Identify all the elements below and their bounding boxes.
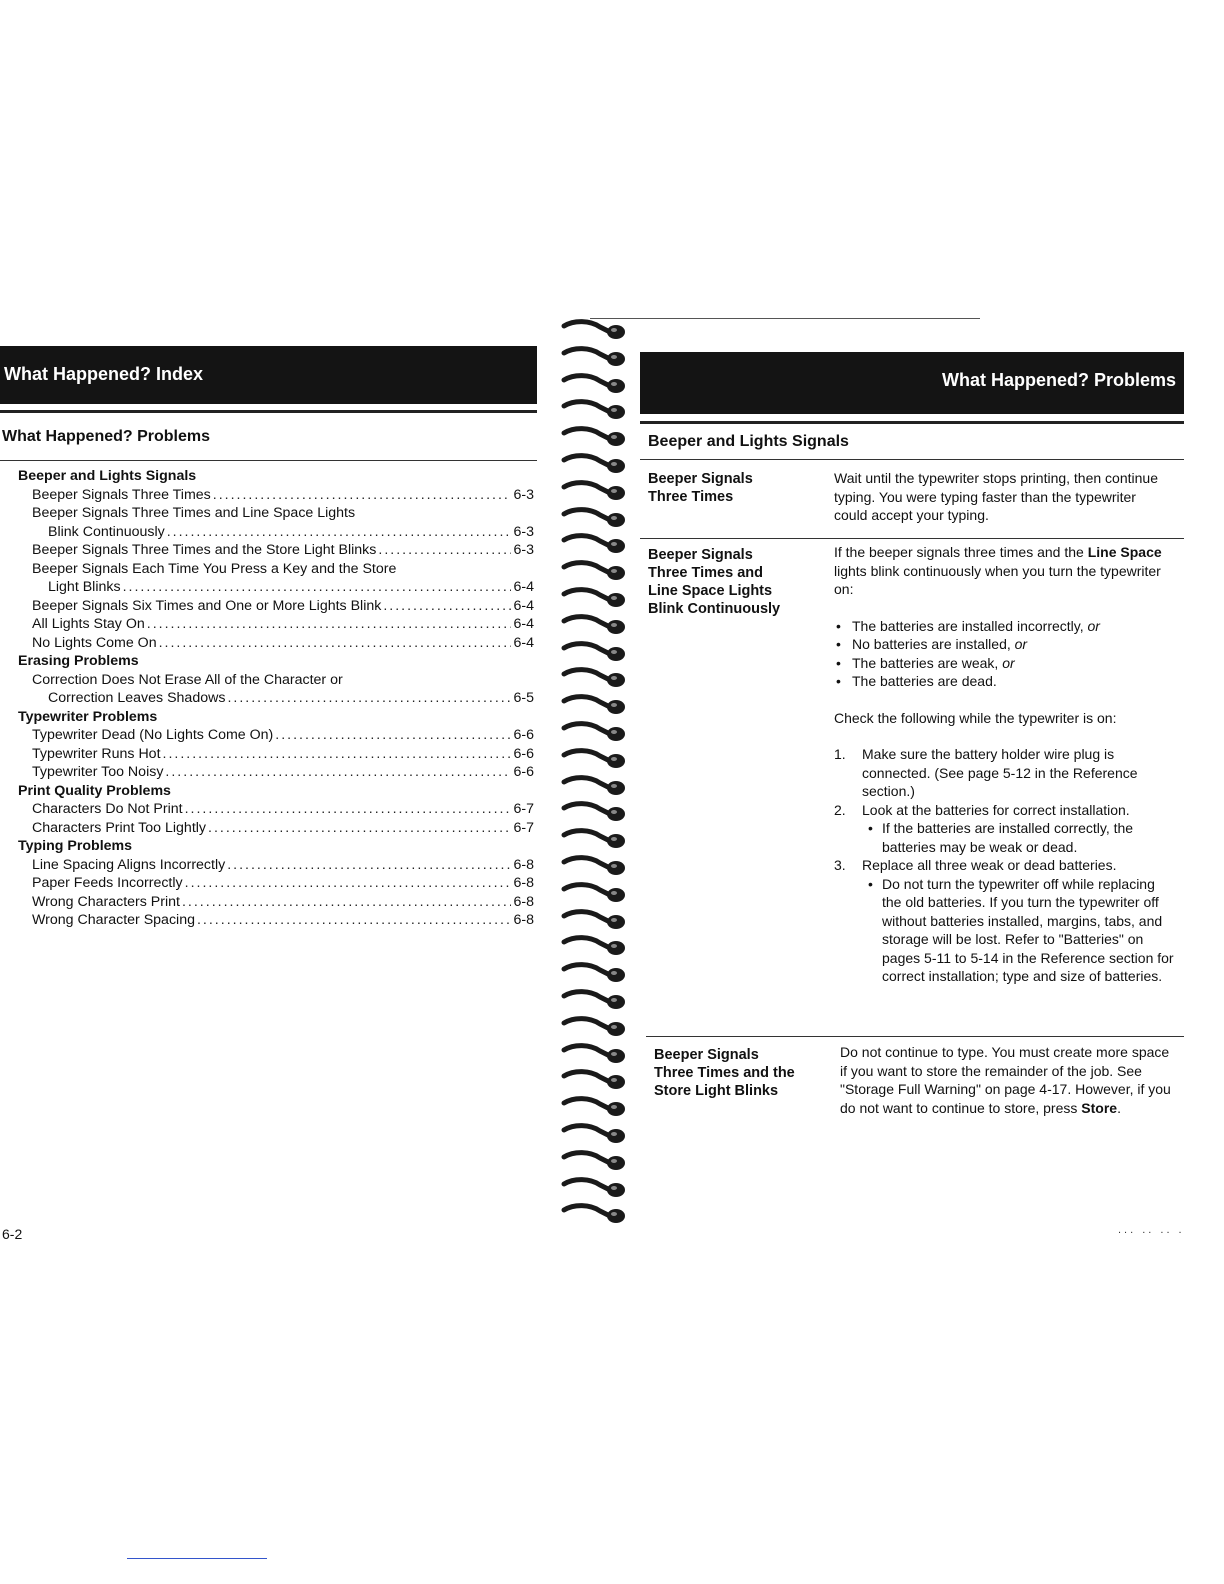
dot-leader [123,578,512,597]
index-entry-label: All Lights Stay On [32,616,145,632]
index-page-ref: 6-8 [513,875,534,891]
spiral-ring [560,613,628,635]
left-page-number: 6-2 [2,1226,23,1242]
spiral-ring [560,693,628,715]
index-page-ref: 6-4 [513,597,534,614]
spiral-ring [560,559,628,581]
index-group-heading: Typing Problems [18,838,133,854]
dot-leader [182,893,512,912]
index-page-ref: 6-8 [513,912,534,928]
battery-condition-text: No batteries are installed, [852,636,1015,652]
spiral-ring [560,425,628,447]
index-group-heading: Print Quality Problems [18,782,171,799]
index-entry-label: Beeper Signals Three Times and the Store Light Blinks [32,542,377,558]
index-entry [18,541,534,560]
index-entry-label: Wrong Characters Print [32,893,180,910]
check-step [834,745,1174,801]
spiral-ring [560,1122,628,1144]
dot-leader [165,763,511,782]
spiral-ring [560,800,628,822]
spiral-ring [560,854,628,876]
entry-heading-line: Three Times and the [654,1065,795,1081]
index-entry-label: Beeper Signals Three Times [32,486,211,503]
index-list [18,467,534,930]
spiral-ring [560,827,628,849]
check-step-number: 2. [834,801,846,818]
index-entry-label: Light Blinks [48,579,121,595]
index-page-ref: 6-7 [513,801,534,817]
bottom-rule [127,1558,267,1559]
entry-body-line-space [834,543,1174,986]
index-page-ref: 6-6 [513,745,534,762]
battery-condition-item [834,654,1174,673]
entry-heading-line: Three Times [648,489,734,505]
dot-leader [147,615,512,634]
check-step [834,856,1174,986]
index-page-ref: 6-3 [513,486,534,503]
entry2-intro-b: lights blink continuously when you turn the typewriter on: [834,562,1161,597]
battery-condition-item [834,672,1174,691]
index-entry-label: Wrong Character Spacing [32,912,195,928]
index-page-ref: 6-3 [513,523,534,540]
spiral-ring [560,908,628,930]
index-entry [18,504,534,523]
battery-condition-item [834,635,1174,654]
entry-heading-line: Store Light Blinks [654,1083,779,1099]
dot-leader [227,689,511,708]
index-entry-label: Line Spacing Aligns Incorrectly [32,856,226,873]
index-page-ref: 6-6 [513,727,534,743]
check-step-number: 1. [834,746,846,762]
right-header-rule [640,421,1184,424]
index-page-ref: 6-4 [513,616,534,632]
spiral-ring [560,961,628,983]
right-header-title: What Happened? Problems [941,370,1176,390]
index-entry [18,560,534,579]
spiral-ring [560,1068,628,1090]
entry-divider [640,538,1184,539]
battery-condition-text: The batteries are dead. [852,673,997,689]
battery-condition-or: or [1087,617,1100,634]
right-section-rule [640,459,1184,460]
entry-heading-line: Beeper Signals [648,547,753,563]
dot-leader [167,523,512,542]
left-section-rule [0,460,537,461]
index-group-heading: Typewriter Problems [18,708,158,725]
entry2-check: Check the following while the typewriter is on: [834,709,1117,726]
index-page-ref: 6-6 [513,764,534,780]
spiral-ring [560,1176,628,1198]
index-entry [18,893,534,912]
index-entry [18,578,534,597]
left-header-rule [0,410,537,413]
entry-body-store-light [840,1043,1176,1117]
right-footer-marks: ... .. .. . [1118,1224,1185,1236]
spiral-ring [560,881,628,903]
index-entry [18,523,534,542]
index-entry-label: Typewriter Dead (No Lights Come On) [32,727,274,743]
spiral-ring [560,1149,628,1171]
index-entry [18,486,534,505]
index-entry [18,911,534,930]
index-page-ref: 6-8 [513,893,534,910]
check-step-notes [862,819,1174,856]
index-page-ref: 6-5 [513,690,534,706]
spiral-ring [560,532,628,554]
right-section-title: Beeper and Lights Signals [648,433,849,450]
index-page-ref: 6-4 [513,579,534,595]
dot-leader [185,874,512,893]
dot-leader [227,856,511,875]
spiral-ring [560,640,628,662]
right-header-bar [640,352,1184,414]
spiral-ring [560,1042,628,1064]
index-entry-label: Correction Does Not Erase All of the Character or [32,671,343,688]
check-step-note: • Do not turn the typewriter off while replacing the old batteries. If you turn the typewriter off without batteries installed, margins, tabs, and storage will be lost. Refer to "Batteries" on pages 5-11 to 5-14 in the Reference section for correct installation; type and size of batteries. [862,875,1174,986]
spiral-ring [560,720,628,742]
dot-leader [163,745,512,764]
spiral-binding [556,318,636,1238]
check-step-note: • If the batteries are installed correctly, the batteries may be weak or dead. [862,819,1174,856]
spiral-ring [560,1202,628,1224]
index-entry [18,671,534,690]
left-section-title: What Happened? Problems [2,428,211,445]
dot-leader [159,634,512,653]
index-entry-label: Paper Feeds Incorrectly [32,875,183,891]
entry3-body-a: Do not continue to type. You must create more space if you want to store the remainder of the job. See "Storage Full Warning" on page 4-17. However, if you do not want to continue to store, press [840,1044,1171,1116]
right-top-rule [590,318,980,319]
battery-condition-or: or [1014,636,1028,652]
index-entry-label: Characters Do Not Print [32,801,183,817]
battery-condition-text: The batteries are installed incorrectly, [852,617,1088,634]
spiral-ring [560,398,628,420]
index-entry-label: No Lights Come On [32,634,157,651]
spiral-ring [560,372,628,394]
battery-condition-or: or [1002,654,1015,671]
dot-leader [208,819,511,838]
battery-condition-text: The batteries are weak, [852,654,1003,671]
entry-heading-three-times [648,470,753,506]
index-page-ref: 6-7 [513,819,534,836]
index-entry [18,615,534,634]
left-header-title: What Happened? Index [4,364,204,384]
left-header-bar [0,346,537,404]
entry2-intro-a: If the beeper signals three times and the [834,544,1084,560]
spiral-ring [560,586,628,608]
entry2-intro [834,543,1174,599]
index-entry [18,856,534,875]
battery-condition-list [834,617,1174,691]
spiral-ring [560,934,628,956]
entry2-intro-bold: Line Space [1087,544,1162,560]
index-entry [18,763,534,782]
dot-leader [275,726,511,745]
dot-leader [213,486,512,505]
index-entry-label: Correction Leaves Shadows [48,690,226,706]
dot-leader [383,597,511,616]
entry-heading-line: Beeper Signals [648,471,753,487]
spiral-ring [560,479,628,501]
index-entry-label: Blink Continuously [48,523,165,540]
spiral-ring [560,452,628,474]
index-entry [18,745,534,764]
spiral-ring [560,1095,628,1117]
entry-heading-line: Three Times and [648,565,763,581]
check-step-notes [862,875,1174,986]
entry-heading-line-space [648,546,780,618]
spiral-ring [560,506,628,528]
index-group-heading: Erasing Problems [18,653,139,669]
entry-divider [646,1036,1184,1037]
spiral-ring [560,666,628,688]
index-page-ref: 6-3 [513,542,534,558]
index-entry-label: Beeper Signals Three Times and Line Space Lights [32,505,356,521]
index-entry [18,597,534,616]
entry-heading-line: Blink Continuously [648,601,781,617]
dot-leader [378,541,511,560]
spiral-ring [560,747,628,769]
battery-condition-item [834,617,1174,636]
dot-leader [197,911,512,930]
check-steps-list [834,745,1174,986]
entry-heading-line: Beeper Signals [654,1047,759,1063]
index-entry-label: Beeper Signals Each Time You Press a Key and the Store [32,560,397,577]
check-step-text: Look at the batteries for correct installation. [862,801,1130,818]
dot-leader [185,800,512,819]
index-entry [18,689,534,708]
index-group-heading: Beeper and Lights Signals [18,468,197,484]
check-step-text: Make sure the battery holder wire plug is connected. (See page 5-12 in the Reference section.) [862,746,1138,799]
index-page-ref: 6-4 [513,634,534,651]
index-page-ref: 6-8 [513,856,534,873]
index-entry [18,634,534,653]
spiral-ring [560,345,628,367]
entry-body-three-times: Wait until the typewriter stops printing, then continue typing. You were typing faster than the typewriter could accept your typing. [834,470,1158,523]
check-step [834,801,1174,857]
index-entry-label: Beeper Signals Six Times and One or More Lights Blink [32,597,382,614]
index-entry-label: Typewriter Runs Hot [32,745,161,762]
index-entry [18,800,534,819]
spiral-ring [560,318,628,340]
entry3-body-b: . [1117,1099,1121,1116]
index-entry [18,819,534,838]
check-step-text: Replace all three weak or dead batteries. [862,857,1117,873]
index-entry-label: Characters Print Too Lightly [32,819,207,836]
index-entry [18,874,534,893]
store-key-label: Store [1081,1099,1118,1116]
entry-heading-store-light [654,1046,795,1100]
spiral-ring [560,988,628,1010]
spiral-ring [560,1015,628,1037]
index-entry-label: Typewriter Too Noisy [32,764,164,780]
check-step-number: 3. [834,857,846,873]
entry-heading-line: Line Space Lights [648,583,773,599]
index-entry [18,726,534,745]
spiral-ring [560,774,628,796]
